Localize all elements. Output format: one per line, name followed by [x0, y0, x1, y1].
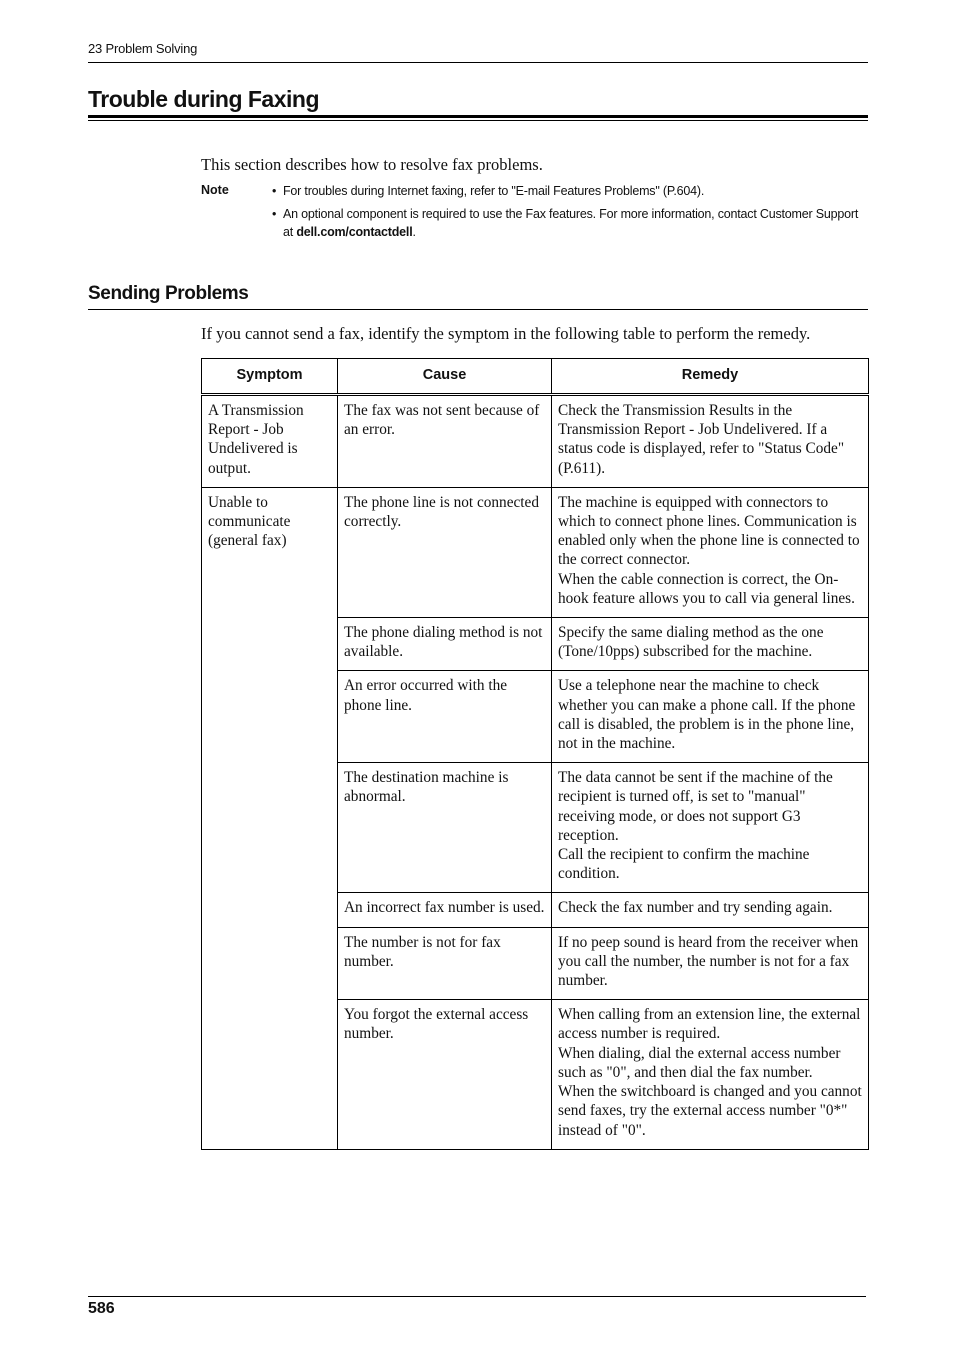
remedy-line: The machine is equipped with connectors to which to connect phone lines. Communication is enabled only when the phone line is connected to the correct connector.: [558, 493, 860, 569]
cause-cell: The phone line is not connected correctly.: [338, 487, 552, 617]
cause-cell: An incorrect fax number is used.: [338, 893, 552, 927]
page-title: Trouble during Faxing: [88, 86, 319, 112]
remedy-cell: [552, 893, 869, 927]
sending-problems-table: [201, 358, 869, 1150]
remedy-line: If no peep sound is heard from the receiver when you call the number, the number is not for a fax number.: [558, 933, 859, 990]
note-item-text: For troubles during Internet faxing, refer to "E-mail Features Problems" (P.604).: [283, 184, 705, 198]
remedy-line: Call the recipient to confirm the machine condition.: [558, 846, 810, 883]
running-head: 23 Problem Solving: [88, 40, 868, 63]
remedy-cell: [552, 618, 869, 671]
intro-text: This section describes how to resolve fax problems.: [201, 155, 543, 174]
remedy-line: When the cable connection is correct, the On-hook feature allows you to call via general lines.: [558, 570, 855, 607]
remedy-cell: Check the Transmission Results in the Transmission Report - Job Undelivered. If a status code is displayed, refer to "Status Code" (P.611).: [552, 395, 869, 488]
header-symptom: Symptom: [202, 359, 338, 395]
support-link[interactable]: dell.com/contactdell: [296, 225, 413, 239]
bullet-icon: •: [272, 184, 277, 198]
title-rule-thin: [88, 120, 868, 121]
cause-cell: The number is not for fax number.: [338, 927, 552, 1000]
note-item-end: .: [412, 225, 416, 239]
note-item: [272, 205, 868, 241]
cause-cell: The destination machine is abnormal.: [338, 763, 552, 893]
table-header-row: [202, 359, 869, 395]
header-cause: Cause: [338, 359, 552, 395]
cause-cell: An error occurred with the phone line.: [338, 671, 552, 763]
remedy-cell: [552, 763, 869, 893]
remedy-line: Check the fax number and try sending again.: [558, 899, 833, 917]
cause-cell: The fax was not sent because of an error.: [338, 395, 552, 488]
remedy-cell: [552, 927, 869, 1000]
footer-rule: [88, 1296, 866, 1297]
symptom-cell: A Transmission Report - Job Undelivered is output.: [202, 395, 338, 488]
header-remedy: Remedy: [552, 359, 869, 395]
remedy-cell: [552, 1000, 869, 1149]
page-number: 586: [88, 1300, 115, 1317]
remedy-cell: [552, 487, 869, 617]
bullet-icon: •: [272, 207, 277, 221]
remedy-line: Specify the same dialing method as the one (Tone/10pps) subscribed for the machine.: [558, 624, 824, 661]
section-title: Sending Problems: [88, 281, 868, 310]
note-list: [272, 182, 868, 246]
remedy-line: When calling from an extension line, the external access number is required.: [558, 1006, 861, 1043]
remedy-line: The data cannot be sent if the machine of the recipient is turned off, is set to "manual" receiving mode, or does not support G3 reception.: [558, 769, 833, 844]
note-item: [272, 182, 868, 200]
symptom-cell: Unable to communicate (general fax): [202, 487, 338, 1149]
section-lead: If you cannot send a fax, identify the symptom in the following table to perform the remedy.: [201, 324, 811, 343]
note-item-text: An optional component is required to use the Fax features. For more information, contact Customer Support at: [283, 207, 859, 239]
title-rule-thick: [88, 115, 868, 118]
cause-cell: You forgot the external access number.: [338, 1000, 552, 1149]
cause-cell: The phone dialing method is not available.: [338, 618, 552, 671]
remedy-cell: [552, 671, 869, 763]
table-row: [202, 487, 869, 617]
remedy-line: When the switchboard is changed and you cannot send faxes, try the external access number "0*" instead of "0".: [558, 1083, 862, 1139]
note-label: Note: [201, 183, 229, 197]
remedy-line: When dialing, dial the external access number such as "0", and then dial the fax number.: [558, 1044, 841, 1081]
remedy-line: Use a telephone near the machine to check whether you can make a phone call. If the phone call is disabled, the problem is in the phone line, not in the machine.: [558, 677, 856, 753]
table-row: [202, 395, 869, 488]
